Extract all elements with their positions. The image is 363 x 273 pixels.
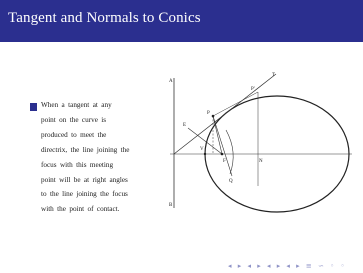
right-angle-arc [226, 130, 233, 174]
label-t: T [272, 73, 276, 78]
bullet-line: focus with this meeting [41, 160, 114, 169]
normal-line [213, 116, 232, 176]
bullet-line: to the line joining the focus [41, 190, 128, 199]
tangent-line [174, 74, 276, 154]
bullet-line: directrix, the line joining the [41, 145, 130, 154]
bullet-marker [30, 103, 37, 111]
ellipse-diagram [166, 68, 356, 218]
label-p: P [207, 111, 210, 116]
bullet-line: with the point of contact. [41, 205, 120, 214]
label-f: F [223, 159, 226, 164]
title-bar [0, 0, 363, 42]
label-e: E [183, 123, 187, 128]
bullet-line: When a tangent at any [41, 101, 112, 109]
slide-title: Tangent and Normals to Conics [8, 10, 201, 26]
label-b: B [169, 203, 173, 208]
label-v: V [200, 147, 204, 152]
vertex-point [204, 153, 206, 155]
construction-line [213, 92, 258, 116]
focus-point [221, 153, 224, 156]
navigation-bar[interactable]: ◂ ▸ ◂ ▸ ◂ ▸ ◂ ▸ ≡ ∽ ◦ ◦ [228, 262, 347, 270]
bullet-line: point will be at right angles [41, 175, 128, 184]
contact-point [212, 115, 215, 118]
bullet-line: point on the curve is [41, 115, 107, 124]
bullet-line: produced to meet the [41, 130, 107, 139]
label-n: N [259, 159, 263, 164]
label-p-prime: P' [251, 87, 255, 92]
label-a: A [169, 79, 173, 84]
bullet-text [41, 98, 153, 217]
label-q: Q [229, 179, 233, 184]
